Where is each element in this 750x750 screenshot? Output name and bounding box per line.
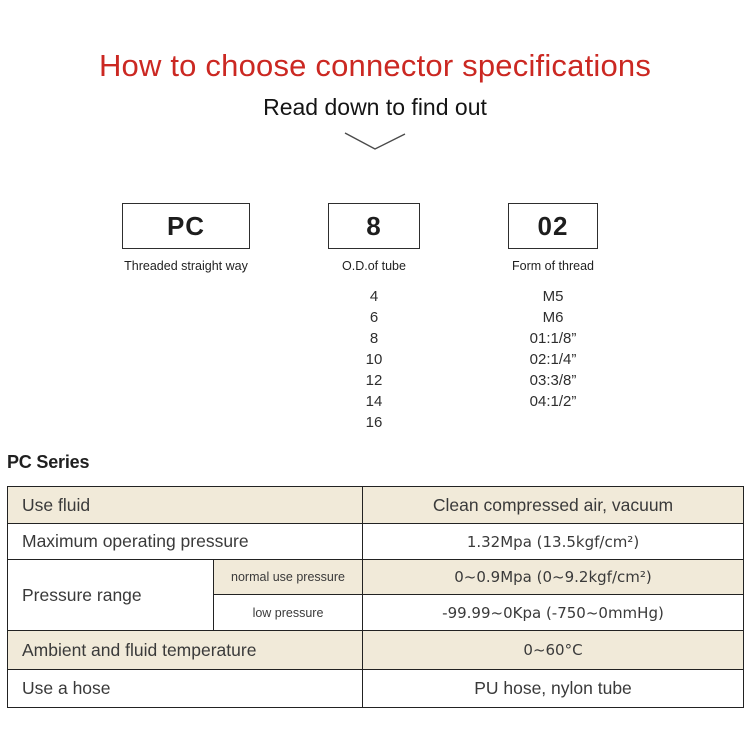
thread-form-code-box: 02 — [508, 203, 598, 249]
thread-form-option: 03:3/8” — [529, 372, 577, 389]
tube-od-option: 10 — [365, 351, 383, 368]
row-temperature-label: Ambient and fluid temperature — [8, 631, 363, 670]
thread-form-label: Form of thread — [512, 259, 594, 273]
spec-column-thread-form — [458, 203, 648, 412]
table-row — [8, 670, 744, 708]
chevron-down-icon — [344, 130, 406, 152]
thread-form-option: M5 — [542, 288, 564, 305]
thread-form-option: 01:1/8” — [529, 330, 577, 347]
thread-form-option: 02:1/4” — [529, 351, 577, 368]
row-low-pressure-value: -99.99~0Kpa (-750~0mmHg) — [363, 595, 744, 631]
tube-od-option: 8 — [369, 330, 379, 347]
spec-table — [7, 486, 744, 708]
tube-od-options — [279, 286, 469, 433]
row-max-pressure-value: 1.32Mpa (13.5kgf/cm²) — [363, 524, 744, 560]
row-pressure-range-label: Pressure range — [8, 560, 214, 631]
tube-od-code-box: 8 — [328, 203, 420, 249]
tube-od-option: 14 — [365, 393, 383, 410]
row-hose-value: PU hose, nylon tube — [363, 670, 744, 708]
row-use-fluid-label: Use fluid — [8, 487, 363, 524]
tube-od-option: 4 — [369, 288, 379, 305]
row-normal-pressure-sublabel: normal use pressure — [214, 560, 363, 595]
row-low-pressure-sublabel: low pressure — [214, 595, 363, 631]
tube-od-option: 16 — [365, 414, 383, 431]
table-row — [8, 524, 744, 560]
page-subtitle: Read down to find out — [263, 94, 487, 120]
spec-column-tube-od — [279, 203, 469, 433]
row-use-fluid-value: Clean compressed air, vacuum — [363, 487, 744, 524]
row-max-pressure-label: Maximum operating pressure — [8, 524, 363, 560]
page-title: How to choose connector specifications — [98, 48, 652, 83]
row-hose-label: Use a hose — [8, 670, 363, 708]
row-normal-pressure-value: 0~0.9Mpa (0~9.2kgf/cm²) — [363, 560, 744, 595]
series-code-box: PC — [122, 203, 250, 249]
tube-od-option: 6 — [369, 309, 379, 326]
table-row — [8, 631, 744, 670]
table-row — [8, 560, 744, 595]
tube-od-option: 12 — [365, 372, 383, 389]
table-row — [8, 487, 744, 524]
spec-column-series — [91, 203, 281, 273]
thread-form-option: M6 — [542, 309, 564, 326]
row-temperature-value: 0~60°C — [363, 631, 744, 670]
thread-form-option: 04:1/2” — [529, 393, 577, 410]
series-heading: PC Series — [7, 452, 90, 472]
series-code-label: Threaded straight way — [124, 259, 248, 273]
thread-form-options — [458, 286, 648, 412]
tube-od-label: O.D.of tube — [342, 259, 406, 273]
